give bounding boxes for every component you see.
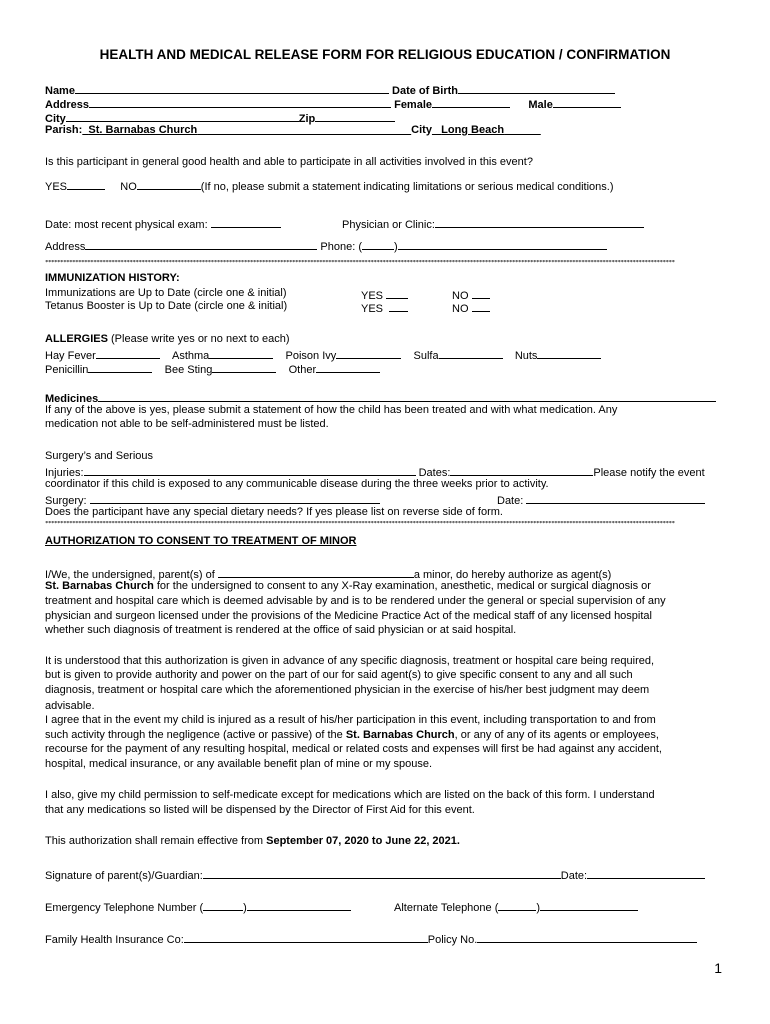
poison-ivy-label: Poison Ivy: [285, 350, 337, 362]
address-field[interactable]: [89, 96, 391, 108]
auth-p3-line2: [45, 729, 659, 742]
auth-p3-line4: hospital, medical insurance, or any available benefit plan of mine or my spouse.: [45, 758, 433, 770]
immunization-heading: IMMUNIZATION HISTORY:: [45, 272, 180, 284]
immunization-no1-field[interactable]: [472, 287, 490, 299]
immunization-yes2-field[interactable]: [389, 300, 408, 312]
emergency-area-field[interactable]: [203, 899, 243, 911]
asthma-label: Asthma: [171, 350, 210, 362]
no-field[interactable]: [137, 178, 201, 190]
emergency-close: ): [243, 902, 247, 914]
surgery-label: Surgery:: [45, 495, 87, 507]
asthma-field[interactable]: [209, 347, 273, 359]
female-label: Female: [394, 99, 433, 111]
auth-p3-line1: I agree that in the event my child is injured as a result of his/her participation in this event, including transportation to and from: [45, 714, 656, 726]
medicines-line2: medication not able to be self-administered must be listed.: [45, 418, 329, 430]
exam-label: Date: most recent physical exam:: [45, 219, 208, 231]
effective-dates: September 07, 2020 to June 22, 2021.: [266, 835, 460, 847]
insurance-label: Family Health Insurance Co:: [45, 934, 184, 946]
auth-p2-line4: advisable.: [45, 700, 95, 712]
authorization-heading: AUTHORIZATION TO CONSENT TO TREATMENT OF MINOR: [45, 535, 357, 547]
immunization-yes2: YES: [361, 300, 408, 316]
parish-value[interactable]: St. Barnabas Church: [88, 124, 198, 136]
auth-p1-c: for the undersigned to consent to any X-Ray examination, anesthetic, medical or surgical diagnosis or: [153, 580, 651, 592]
phone-label: Phone: (: [320, 241, 363, 253]
address-label: Address: [45, 99, 90, 111]
diet-question: Does the participant have any special dietary needs? If yes please list on reverse side of form.: [45, 506, 503, 518]
yes-label: YES: [45, 181, 68, 193]
nuts-label: Nuts: [514, 350, 538, 362]
no-label: NO: [120, 181, 137, 193]
allergies-row2: [45, 361, 380, 377]
signature-field[interactable]: [203, 867, 561, 879]
surgery-line3: coordinator if this child is exposed to any communicable disease during the three weeks prior to activity.: [45, 478, 549, 490]
surgery-date-field[interactable]: [526, 492, 705, 504]
parish-label: Parish:: [45, 124, 83, 136]
sulfa-label: Sulfa: [413, 350, 439, 362]
alt-phone-row: [394, 899, 638, 915]
immunization-row2: Tetanus Booster is Up to Date (circle one & initial): [45, 300, 288, 312]
auth-p1-line2: [45, 580, 651, 593]
immunization-yes1-field[interactable]: [386, 287, 408, 299]
name-label: Name: [45, 85, 75, 97]
hay-fever-field[interactable]: [96, 347, 160, 359]
dob-label: Date of Birth: [392, 85, 459, 97]
physician-field[interactable]: [435, 216, 644, 228]
allergies-heading: ALLERGIES: [45, 333, 108, 345]
policy-field[interactable]: [477, 931, 697, 943]
male-field[interactable]: [553, 96, 621, 108]
zip-label: Zip: [298, 113, 316, 125]
medicines-field[interactable]: [98, 390, 716, 402]
auth-p1-b: a minor, do hereby authorize as agent(s): [413, 569, 612, 581]
injuries-label: Injuries:: [45, 467, 84, 479]
male-label: Male: [528, 99, 553, 111]
alt-area-field[interactable]: [498, 899, 536, 911]
signature-label: Signature of parent(s)/Guardian:: [45, 870, 203, 882]
bee-sting-field[interactable]: [212, 361, 276, 373]
alt-close: ): [536, 902, 541, 914]
exam-date-field[interactable]: [211, 216, 281, 228]
form-title: HEALTH AND MEDICAL RELEASE FORM FOR RELIGIOUS EDUCATION / CONFIRMATION: [99, 47, 671, 62]
penicillin-label: Penicillin: [45, 364, 89, 376]
dob-field[interactable]: [458, 82, 615, 94]
auth-p5-line: [45, 835, 460, 848]
nuts-field[interactable]: [537, 347, 601, 359]
immunization-no2-field[interactable]: [472, 300, 490, 312]
auth-p3-a: such activity through the negligence (active or passive) of the: [45, 729, 346, 741]
exam-row: [45, 216, 281, 232]
signature-row: [45, 867, 705, 883]
yes-field[interactable]: [67, 178, 105, 190]
auth-p3-church: St. Barnabas Church: [345, 729, 455, 741]
auth-p2-line1: It is understood that this authorization is given in advance of any specific diagnosis, treatment or hospital care being required,: [45, 655, 655, 667]
surgery-line1: Surgery’s and Serious: [45, 450, 154, 462]
physician-row: [342, 216, 644, 232]
medicines-label: Medicines: [45, 393, 99, 405]
emergency-phone-row: [45, 899, 351, 915]
medicines-line1: If any of the above is yes, please submit a statement of how the child has been treated and with what medication. Any: [45, 404, 618, 416]
hay-fever-label: Hay Fever: [45, 350, 96, 362]
phone-area-field[interactable]: [362, 238, 394, 250]
surgery-field[interactable]: [90, 492, 380, 504]
allergies-note: (Please write yes or no next to each): [107, 333, 290, 345]
yes-no-row: [45, 178, 614, 194]
physician-label: Physician or Clinic:: [342, 219, 435, 231]
phone-field[interactable]: [398, 238, 607, 250]
phone-close: ): [394, 241, 398, 253]
penicillin-field[interactable]: [88, 361, 152, 373]
alt-phone-field[interactable]: [540, 899, 638, 911]
signature-date-label: Date:: [560, 870, 588, 882]
auth-p1-line5: whether such diagnosis of treatment is rendered at the office of said physician or at said hospital.: [45, 624, 517, 636]
sulfa-field[interactable]: [439, 347, 503, 359]
auth-church-name: St. Barnabas Church: [45, 580, 154, 592]
female-field[interactable]: [432, 96, 510, 108]
emergency-phone-label: Emergency Telephone Number (: [45, 902, 204, 914]
dates-label: Dates:: [418, 467, 451, 479]
injuries-field[interactable]: [84, 464, 416, 476]
insurance-field[interactable]: [184, 931, 428, 943]
auth-p1-line4: physician and surgeon licensed under the provisions of the Medicine Practice Act of the medical staff of any licensed hospital: [45, 610, 652, 622]
auth-p4-line1: I also, give my child permission to self-medicate except for medications which are listed on the back of this form. I understand: [45, 789, 655, 801]
city-label: City: [45, 113, 66, 125]
city2-label: City: [411, 124, 432, 136]
zip-field[interactable]: [315, 110, 395, 122]
poison-ivy-field[interactable]: [336, 347, 401, 359]
immunization-row1: Immunizations are Up to Date (circle one & initial): [45, 287, 287, 299]
dates-field[interactable]: [450, 464, 593, 476]
notify-text: Please notify the event: [593, 467, 705, 479]
minor-name-field[interactable]: [218, 566, 414, 578]
city-field[interactable]: [66, 110, 299, 122]
immunization-yes1: YES: [361, 287, 408, 303]
policy-label: Policy No.: [427, 934, 478, 946]
emergency-phone-field[interactable]: [247, 899, 351, 911]
physician-address-label: Address: [45, 241, 86, 253]
separator-stars: *****************************************************************************************************************************************************************************************************************: [45, 260, 675, 266]
parish-row: [45, 124, 541, 137]
no-note: (If no, please submit a statement indicating limitations or serious medical conditions.): [200, 181, 614, 193]
insurance-row: [45, 931, 697, 947]
bee-sting-label: Bee Sting: [164, 364, 213, 376]
surgery-date-label: Date:: [497, 495, 524, 507]
allergies-heading-row: [45, 333, 290, 346]
auth-p2-line2: but is given to provide authority and power on the part of our for said agent(s) to give specific consent to any and all such: [45, 669, 633, 681]
name-field[interactable]: [75, 82, 389, 94]
physician-address-field[interactable]: [85, 238, 317, 250]
physician-address-row: [45, 238, 607, 254]
auth-p4-line2: that any medications so listed will be dispensed by the Director of First Aid for this event.: [45, 804, 475, 816]
auth-p1-line3: treatment and hospital care which is deemed advisable by and is to be rendered under the general or special supervision of any: [45, 595, 666, 607]
city2-value[interactable]: Long Beach: [441, 124, 505, 136]
health-question: Is this participant in general good health and able to participate in all activities involved in this event?: [45, 156, 533, 168]
auth-p3-line3: recourse for the payment of any resulting hospital, medical or related costs and expenses will first be had against any accident,: [45, 743, 662, 755]
signature-date-field[interactable]: [587, 867, 705, 879]
surgery-date-row: [497, 492, 705, 508]
auth-p5-a: This authorization shall remain effective from: [45, 835, 267, 847]
immunization-no2: NO: [452, 300, 490, 316]
immunization-no1: NO: [452, 287, 490, 303]
auth-p3-b: , or any of any of its agents or employees,: [454, 729, 659, 741]
separator-stars-2: *****************************************************************************************************************************************************************************************************************: [45, 521, 675, 527]
other-label: Other: [288, 364, 317, 376]
auth-p2-line3: diagnosis, treatment or hospital care which the aforementioned physician in the exercise of his/her best judgment may deem: [45, 684, 650, 696]
alt-phone-label: Alternate Telephone (: [394, 902, 499, 914]
other-field[interactable]: [316, 361, 380, 373]
page-number: 1: [714, 960, 722, 976]
auth-p1-a: I/We, the undersigned, parent(s) of: [45, 569, 215, 581]
